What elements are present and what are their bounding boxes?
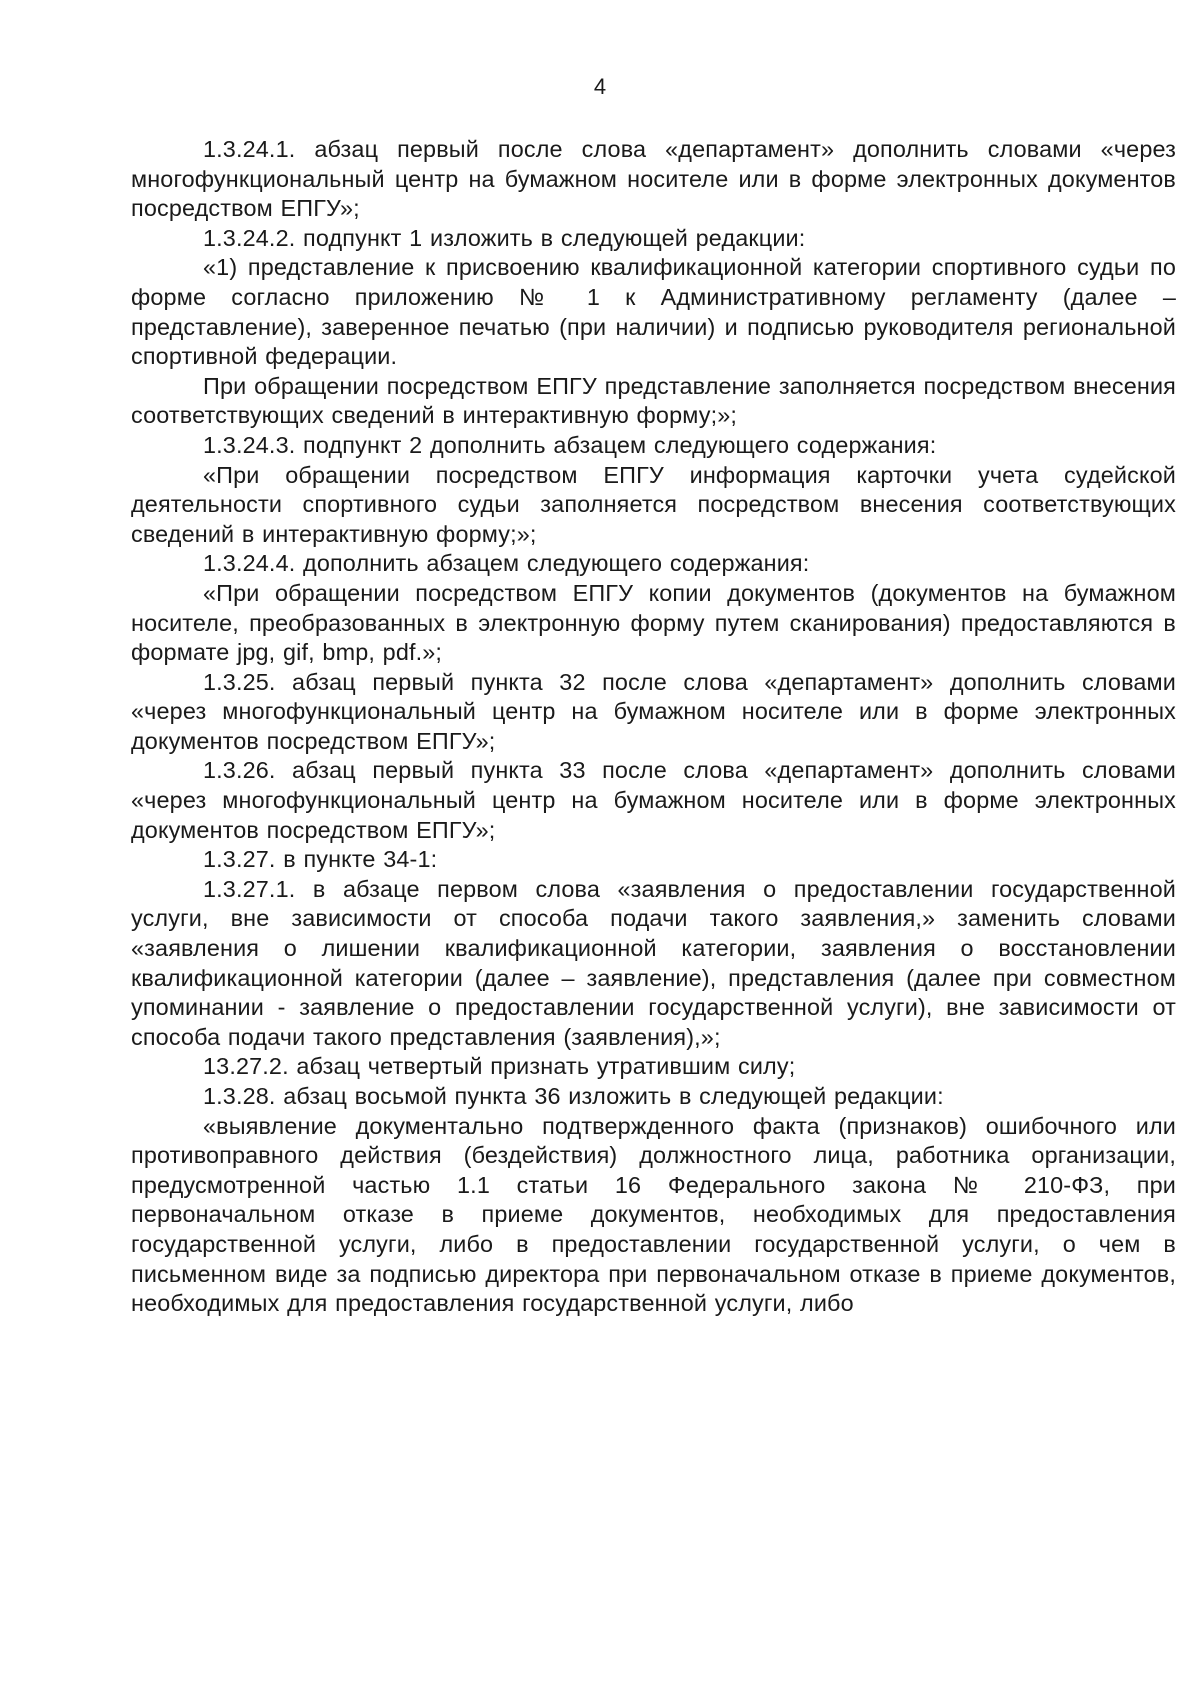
paragraph-1-3-27: 1.3.27. в пункте 34-1: xyxy=(203,846,438,873)
paragraph-1-3-24-2: 1.3.24.2. подпункт 1 изложить в следующей редакции: xyxy=(203,224,806,251)
paragraph-1-3-28: 1.3.28. абзац восьмой пункта 36 изложить в следующей редакции: xyxy=(203,1083,944,1109)
paragraph-1-3-24-3: 1.3.24.3. подпункт 2 дополнить абзацем следующего содержания: xyxy=(203,431,937,458)
document-body xyxy=(131,135,1176,1319)
paragraph-epgu-representation: При обращении посредством ЕПГУ представление заполняется посредством внесения соответствующих сведений в интерактивную форму;»; xyxy=(131,372,1176,429)
paragraph-1-3-26: 1.3.26. абзац первый пункта 33 после слова «департамент» дополнить словами «через многофункциональный центр на бумажном носителе или в форме электронных документов посредством ЕПГУ»; xyxy=(131,757,1176,843)
paragraph-1-3-24-4: 1.3.24.4. дополнить абзацем следующего содержания: xyxy=(203,550,810,577)
paragraph-quote-judge-card: «При обращении посредством ЕПГУ информация карточки учета судейской деятельности спортивного судьи заполняется посредством внесения соответствующих сведений в интерактивную форму;»; xyxy=(131,461,1176,547)
paragraph-quote-detection: «выявление документально подтвержденного факта (признаков) ошибочного или противоправного действия (бездействия) должностного лица, работника организации, предусмотренной частью 1.1 статьи 16 Федерального закона № 210-ФЗ, при первоначальном отказе в приеме документов, необходимых для предоставления государственной услуги, либо в предоставлении государственной услуги, о чем в письменном виде за подписью директора при первоначальном отказе в приеме документов, необходимых для предоставления государственной услуги, либо xyxy=(131,1112,1176,1317)
page-number: 4 xyxy=(593,74,607,99)
paragraph-quote-document-copies: «При обращении посредством ЕПГУ копии документов (документов на бумажном носителе, преобразованных в электронную форму путем сканирования) предоставляются в формате jpg, gif, bmp, pdf.»; xyxy=(131,579,1176,666)
paragraph-1-3-25: 1.3.25. абзац первый пункта 32 после слова «департамент» дополнить словами «через многофункциональный центр на бумажном носителе или в форме электронных документов посредством ЕПГУ»; xyxy=(131,668,1176,754)
paragraph-1-3-27-1: 1.3.27.1. в абзаце первом слова «заявления о предоставлении государственной услуги, вне зависимости от способа подачи такого заявления,» заменить словами «заявления о лишении квалификационной категории, заявления о восстановлении квалификационной категории (далее – заявление), представления (далее при совместном упоминании - заявление о предоставлении государственной услуги), вне зависимости от способа подачи такого представления (заявления),»; xyxy=(131,875,1176,1050)
paragraph-13-27-2: 13.27.2. абзац четвертый признать утратившим силу; xyxy=(203,1053,796,1080)
paragraph-1-3-24-1: 1.3.24.1. абзац первый после слова «департамент» дополнить словами «через многофункциональный центр на бумажном носителе или в форме электронных документов посредством ЕПГУ»; xyxy=(131,136,1176,222)
paragraph-quote-representation: «1) представление к присвоению квалификационной категории спортивного судьи по форме согласно приложению № 1 к Административному регламенту (далее – представление), заверенное печатью (при наличии) и подписью руководителя региональной спортивной федерации. xyxy=(131,254,1176,370)
